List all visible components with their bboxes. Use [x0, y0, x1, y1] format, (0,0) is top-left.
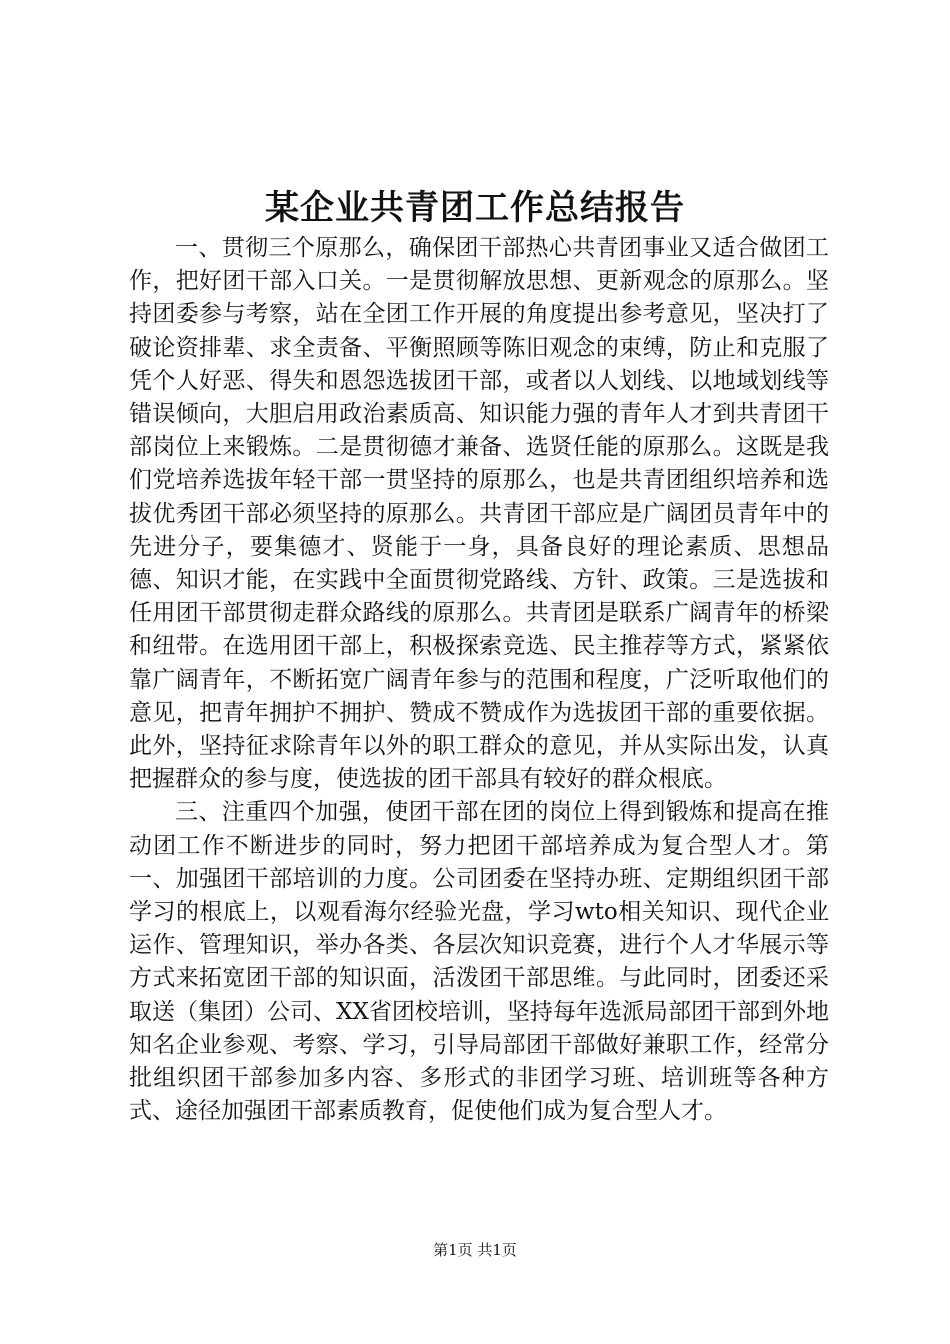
page-footer: 第1页 共1页: [433, 1241, 517, 1259]
paragraph-2: 三、注重四个加强，使团干部在团的岗位上得到锻炼和提高在推动团工作不断进步的同时，努力把团干部培养成为复合型人才。第一、加强团干部培训的力度。公司团委在坚持办班、定期组织团干部学习的根底上，以观看海尔经验光盘，学习wto相关知识、现代企业运作、管理知识，举办各类、各层次知识竞赛，进行个人才华展示等方式来拓宽团干部的知识面，活泼团干部思维。与此同时，团委还采取送（集团）公司、XX省团校培训，坚持每年选派局部团干部到外地知名企业参观、考察、学习，引导局部团干部做好兼职工作，经常分批组织团干部参加多内容、多形式的非团学习班、培训班等各种方式、途径加强团干部素质教育，促使他们成为复合型人才。: [129, 799, 829, 1125]
document-title: 某企业共青团工作总结报告: [265, 188, 685, 228]
paragraph-1: 一、贯彻三个原那么，确保团干部热心共青团事业又适合做团工作，把好团干部入口关。一是贯彻解放思想、更新观念的原那么。坚持团委参与考察，站在全团工作开展的角度提出参考意见，坚决打了破论资排辈、求全责备、平衡照顾等陈旧观念的束缚，防止和克服了凭个人好恶、得失和恩怨选拔团干部，或者以人划线、以地域划线等错误倾向，大胆启用政治素质高、知识能力强的青年人才到共青团干部岗位上来锻炼。二是贯彻德才兼备、选贤任能的原那么。这既是我们党培养选拔年轻干部一贯坚持的原那么，也是共青团组织培养和选拔优秀团干部必须坚持的原那么。共青团干部应是广阔团员青年中的先进分子，要集德才、贤能于一身，具备良好的理论素质、思想品德、知识才能，在实践中全面贯彻党路线、方针、政策。三是选拔和任用团干部贯彻走群众路线的原那么。共青团是联系广阔青年的桥梁和纽带。在选用团干部上，积极探索竞选、民主推荐等方式，紧紧依靠广阔青年，不断拓宽广阔青年参与的范围和程度，广泛听取他们的意见，把青年拥护不拥护、赞成不赞成作为选拔团干部的重要依据。此外，坚持征求除青年以外的职工群众的意见，并从实际出发，认真把握群众的参与度，使选拔的团干部具有较好的群众根底。: [129, 235, 829, 793]
document-body: [129, 232, 829, 1128]
